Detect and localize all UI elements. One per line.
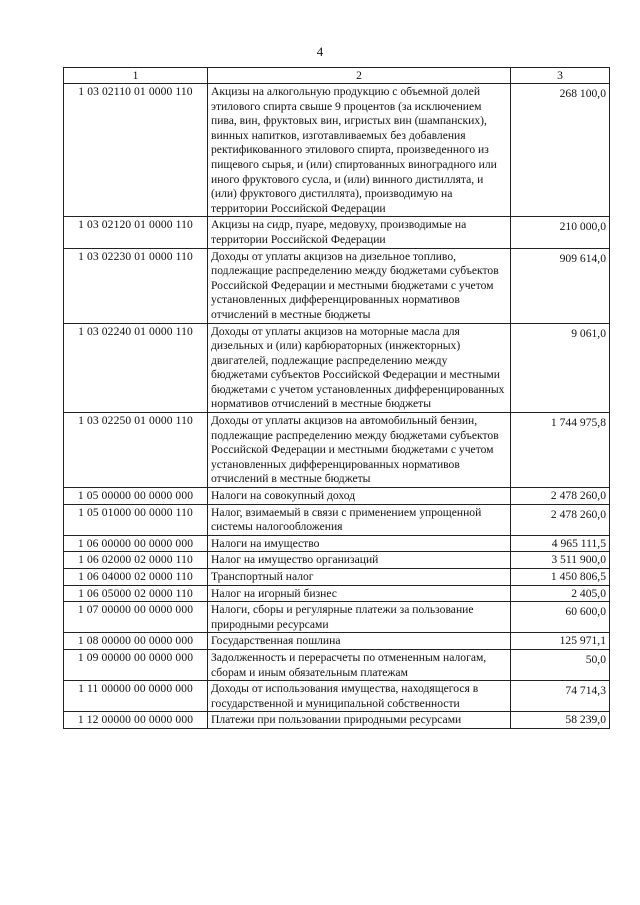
amount: 9 061,0 [511,323,610,413]
table-row [64,248,610,323]
table-row [64,649,610,680]
table-header-row [64,68,610,84]
table-row [64,712,610,729]
budget-code: 1 03 02250 01 0000 110 [64,413,208,488]
revenue-name: Налоги на имущество [208,535,511,552]
revenue-name: Транспортный налог [208,569,511,586]
amount: 1 744 975,8 [511,413,610,488]
page-number: 4 [316,44,324,59]
budget-code: 1 05 00000 00 0000 000 [64,488,208,505]
budget-code: 1 03 02230 01 0000 110 [64,248,208,323]
amount: 58 239,0 [511,712,610,729]
budget-code: 1 03 02110 01 0000 110 [64,84,208,217]
table-row [64,585,610,602]
amount: 125 971,1 [511,633,610,650]
revenue-name: Налоги на совокупный доход [208,488,511,505]
amount: 60 600,0 [511,602,610,633]
budget-code: 1 07 00000 00 0000 000 [64,602,208,633]
table-row [64,413,610,488]
amount: 2 478 260,0 [511,504,610,535]
revenue-name: Налог, взимаемый в связи с применением упрощенной системы налогообложения [208,504,511,535]
revenue-name: Налог на игорный бизнес [208,585,511,602]
table-row [64,504,610,535]
table-row [64,569,610,586]
table-row [64,84,610,217]
header-amount: 3 [511,68,610,84]
amount: 50,0 [511,649,610,680]
budget-code: 1 09 00000 00 0000 000 [64,649,208,680]
budget-code: 1 06 02000 02 0000 110 [64,552,208,569]
revenue-name: Государственная пошлина [208,633,511,650]
table-row [64,535,610,552]
budget-code: 1 03 02120 01 0000 110 [64,217,208,248]
budget-code: 1 05 01000 00 0000 110 [64,504,208,535]
revenue-name: Доходы от уплаты акцизов на автомобильный бензин, подлежащие распределению между бюджетами субъектов Российской Федерации и местными бюджетами с учетом установленных дифференцированных нормативов отчислений в местные бюджеты [208,413,511,488]
budget-code: 1 06 05000 02 0000 110 [64,585,208,602]
revenue-name: Акцизы на алкогольную продукцию с объемной долей этилового спирта свыше 9 процентов (за исключением пива, вин, фруктовых вин, игристых вин (шампанских), винных напитков, изготавливаемых без добавления ректификованного этилового спирта, произведенного из пищевого сырья, и (или) спиртованных виноградного или иного фруктового сусла, и (или) винного дистиллята, и (или) фруктового дистиллята), производимую на территории Российской Федерации [208,84,511,217]
table-row [64,217,610,248]
revenue-table [63,67,610,729]
revenue-name: Акцизы на сидр, пуаре, медовуху, производимые на территории Российской Федерации [208,217,511,248]
budget-code: 1 11 00000 00 0000 000 [64,681,208,712]
header-code: 1 [64,68,208,84]
table-row [64,323,610,413]
amount: 2 405,0 [511,585,610,602]
revenue-name: Налоги, сборы и регулярные платежи за пользование природными ресурсами [208,602,511,633]
revenue-name: Доходы от использования имущества, находящегося в государственной и муниципальной собственности [208,681,511,712]
budget-code: 1 08 00000 00 0000 000 [64,633,208,650]
amount: 1 450 806,5 [511,569,610,586]
amount: 2 478 260,0 [511,488,610,505]
amount: 210 000,0 [511,217,610,248]
table-row [64,681,610,712]
table-row [64,488,610,505]
budget-code: 1 06 00000 00 0000 000 [64,535,208,552]
table-row [64,552,610,569]
budget-code: 1 06 04000 02 0000 110 [64,569,208,586]
amount: 4 965 111,5 [511,535,610,552]
table-row [64,602,610,633]
amount: 74 714,3 [511,681,610,712]
revenue-name: Платежи при пользовании природными ресурсами [208,712,511,729]
amount: 3 511 900,0 [511,552,610,569]
revenue-name: Задолженность и перерасчеты по отмененным налогам, сборам и иным обязательным платежам [208,649,511,680]
budget-code: 1 12 00000 00 0000 000 [64,712,208,729]
revenue-name: Доходы от уплаты акцизов на моторные масла для дизельных и (или) карбюраторных (инжекторных) двигателей, подлежащие распределению между бюджетами субъектов Российской Федерации и местными бюджетами с учетом установленных дифференцированных нормативов отчислений в местные бюджеты [208,323,511,413]
revenue-name: Налог на имущество организаций [208,552,511,569]
budget-code: 1 03 02240 01 0000 110 [64,323,208,413]
revenue-name: Доходы от уплаты акцизов на дизельное топливо, подлежащие распределению между бюджетами субъектов Российской Федерации и местными бюджетами с учетом установленных дифференцированных нормативов отчислений в местные бюджеты [208,248,511,323]
amount: 268 100,0 [511,84,610,217]
table-row [64,633,610,650]
header-name: 2 [208,68,511,84]
amount: 909 614,0 [511,248,610,323]
